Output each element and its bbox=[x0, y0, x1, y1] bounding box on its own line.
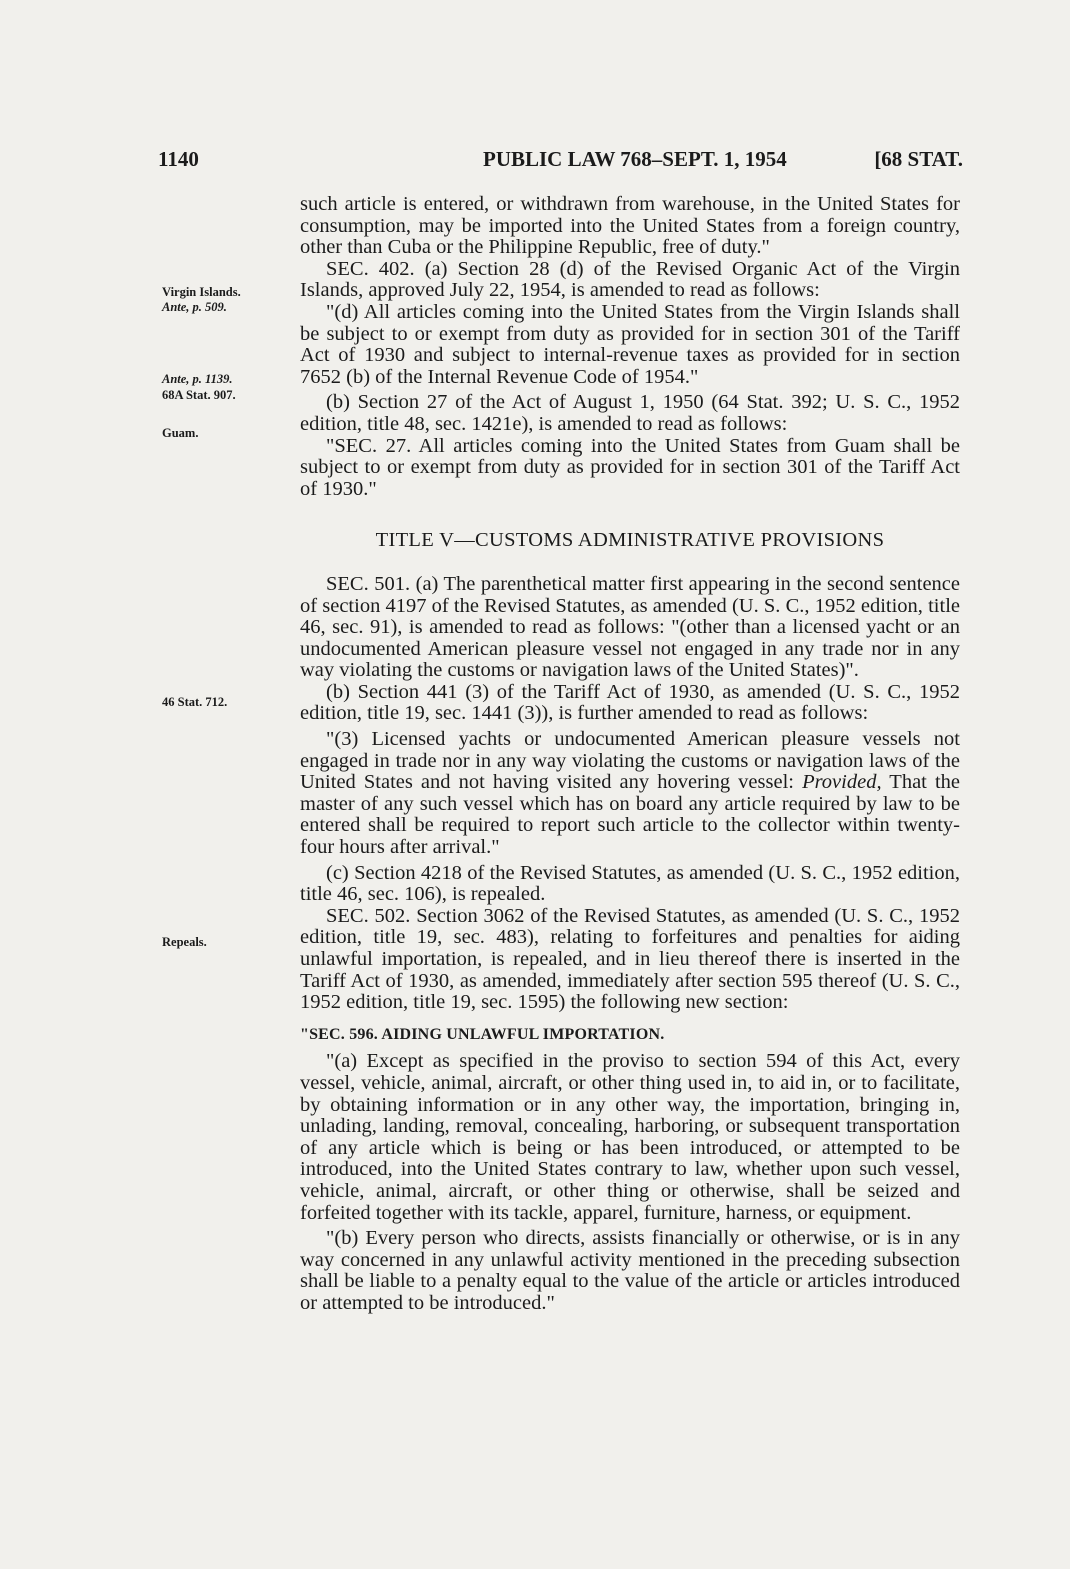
margin-note-ante-1139 bbox=[162, 371, 233, 388]
section-heading: "SEC. 596. AIDING UNLAWFUL IMPORTATION. bbox=[300, 1025, 665, 1043]
paragraph bbox=[300, 729, 960, 859]
margin-note-ante-1139-text: Ante, p. 1139. bbox=[162, 372, 233, 386]
margin-note-virgin-islands: Virgin Islands. bbox=[162, 285, 241, 299]
paragraph: such article is entered, or withdrawn from warehouse, in the United States for consumption, may be imported into the United States from a foreign country, other than Cuba or the Philippine Republic, free of duty." bbox=[300, 193, 960, 259]
margin-note-46-stat-712: 46 Stat. 712. bbox=[162, 695, 228, 709]
paragraph: "(a) Except as specified in the proviso to section 594 of this Act, every vessel, vehicle, animal, aircraft, or other thing used in, to aid in, or to facilitate, by obtaining information or in any other way, the importation, bringing in, unlading, landing, removal, concealing, harboring, or subsequent transportation of any article which is being or has been introduced, or attempted to be introduced, into the United States contrary to law, whether upon such vessel, vehicle, animal, aircraft, or other thing or otherwise, shall be seized and forfeited together with its tackle, apparel, furniture, harness, or equipment. bbox=[300, 1050, 960, 1224]
paragraph: (c) Section 4218 of the Revised Statutes, as amended (U. S. C., 1952 edition, title 46, sec. 106), is repealed. bbox=[300, 861, 960, 906]
paragraph: "SEC. 27. All articles coming into the United States from Guam shall be subject to or exempt from duty as provided for in section 301 of the Tariff Act of 1930." bbox=[300, 434, 960, 500]
text-run: "(3) Licensed yachts or undocumented American pleasure vessels not engaged in trade nor in any way violating the customs or navigation laws of the United States and not having visited any hovering vessel: bbox=[300, 728, 960, 794]
paragraph: (b) Section 27 of the Act of August 1, 1950 (64 Stat. 392; U. S. C., 1952 edition, title 48, sec. 1421e), is amended to read as follows: bbox=[300, 391, 960, 435]
paragraph: "(d) All articles coming into the United States from the Virgin Islands shall be subject to or exempt from duty as provided for in section 301 of the Tariff Act of 1930 and subject to internal-revenue taxes as provided for in section 7652 (b) of the Internal Revenue Code of 1954." bbox=[300, 300, 960, 388]
paragraph-sec-402: SEC. 402. (a) Section 28 (d) of the Revised Organic Act of the Virgin Islands, approved July 22, 1954, is amended to read as follows: bbox=[300, 257, 960, 302]
paragraph-sec-502: SEC. 502. Section 3062 of the Revised Statutes, as amended (U. S. C., 1952 edition, title 19, sec. 483), relating to forfeitures and penalties for aiding unlawful importation, is repealed, and in lieu thereof there is inserted in the Tariff Act of 1930, as amended, immediately after section 595 thereof (U. S. C., 1952 edition, title 19, sec. 1595) the following new section: bbox=[300, 904, 960, 1014]
margin-note-guam: Guam. bbox=[162, 426, 199, 440]
margin-note-repeals: Repeals. bbox=[162, 935, 207, 949]
paragraph: (b) Section 441 (3) of the Tariff Act of 1930, as amended (U. S. C., 1952 edition, title 19, sec. 1441 (3)), is further amended to read as follows: bbox=[300, 680, 960, 725]
volume-reference: [68 STAT. bbox=[874, 147, 963, 171]
running-head: PUBLIC LAW 768–SEPT. 1, 1954 bbox=[483, 147, 787, 171]
page-header bbox=[158, 147, 963, 177]
margin-note-ante-509 bbox=[162, 299, 227, 316]
margin-note-68a-stat-907: 68A Stat. 907. bbox=[162, 388, 236, 402]
main-text-column bbox=[300, 194, 960, 1315]
text-run: That the master of any such vessel which has on board any article required by law to be entered shall be required to report such article to the collector within twenty-four hours after arrival." bbox=[300, 771, 960, 859]
title-heading: TITLE V—CUSTOMS ADMINISTRATIVE PROVISIONS bbox=[375, 529, 885, 552]
margin-note-ante-509-text: Ante, p. 509. bbox=[162, 300, 227, 314]
paragraph: "(b) Every person who directs, assists financially or otherwise, or is in any way concerned in any unlawful activity mentioned in the preceding subsection shall be liable to a penalty equal to the value of the article or articles introduced or attempted to be introduced." bbox=[300, 1227, 960, 1314]
provided-italic: Provided, bbox=[802, 771, 882, 794]
page-number: 1140 bbox=[158, 147, 199, 171]
paragraph-sec-501: SEC. 501. (a) The parenthetical matter first appearing in the second sentence of section 4197 of the Revised Statutes, as amended (U. S. C., 1952 edition, title 46, sec. 91), is amended to read as follows: "(other than a licensed yacht or an undocumented American pleasure vessel not engaged in any trade nor in any way violating the customs or navigation laws of the United States)". bbox=[300, 572, 960, 682]
